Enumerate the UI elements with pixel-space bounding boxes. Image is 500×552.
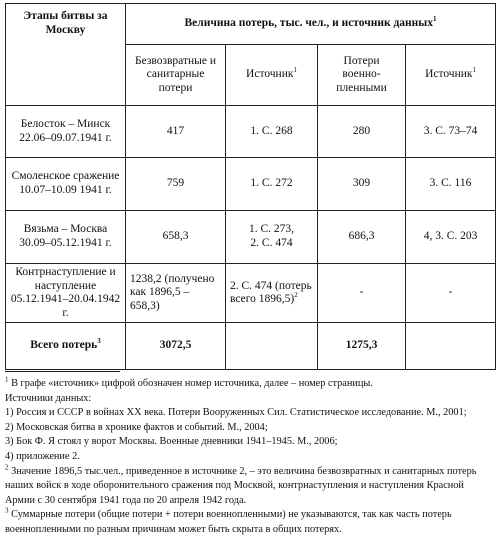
stage-dates: 10.07–10.09 1941 г. — [19, 184, 112, 196]
losses-cell: 658,3 — [126, 211, 226, 264]
stage-cell — [6, 106, 126, 158]
source-line: 2. С. 474 — [250, 237, 293, 249]
stage-name: Вязьма – Москва — [23, 223, 108, 236]
footnote-2 — [5, 465, 495, 509]
pow-cell: - — [318, 264, 406, 323]
source-text: 2. С. 474 (потерь всего 1896,5) — [230, 279, 312, 306]
footnotes — [5, 377, 495, 538]
stage-dates: 22.06–09.07.1941 г. — [19, 131, 112, 144]
source-cell — [226, 211, 318, 264]
source2-cell: 3. С. 73–74 — [406, 106, 496, 158]
pow-cell: 686,3 — [318, 211, 406, 264]
subheader-source — [226, 45, 318, 106]
footnote-text: В графе «источник» цифрой обозначен номер источника, далее – номер страницы. — [11, 378, 373, 389]
sources-title: Источники данных: — [5, 392, 92, 404]
subheader-pow: Потери военно- пленными — [318, 45, 406, 106]
stage-cell — [6, 158, 126, 211]
source2-cell: - — [406, 264, 496, 323]
subheader-source-text: Источник — [246, 68, 294, 81]
stage-cell — [6, 211, 126, 264]
source-item-2: 2) Московская битва в хронике фактов и событий. М., 2004; — [5, 421, 268, 433]
footnote-3 — [5, 508, 495, 537]
source-item-4: 4) приложение 2. — [5, 451, 80, 463]
total-losses-cell: 3072,5 — [126, 323, 226, 370]
source-cell — [226, 264, 318, 323]
subheader-source2-text: Источник — [425, 68, 473, 81]
pow-cell: 280 — [318, 106, 406, 158]
losses-cell: 1238,2 (получено как 1896,5 – 658,3) — [126, 264, 226, 323]
footnote-marker: 1 — [5, 375, 9, 384]
stage-name: Контрнаступление и наступление — [15, 266, 116, 292]
subheader-losses: Безвозвратные и санитарные потери — [126, 45, 226, 106]
losses-table — [5, 3, 496, 370]
pow-cell: 309 — [318, 158, 406, 211]
total-pow-cell: 1275,3 — [318, 323, 406, 370]
header-stage: Этапы битвы за Москву — [6, 4, 126, 106]
table-row — [6, 158, 496, 211]
table-row — [6, 264, 496, 323]
source2-cell: 4, 3. С. 203 — [406, 211, 496, 264]
footnote-ref: 1 — [293, 66, 297, 75]
stage-name: Белосток – Минск — [20, 117, 111, 130]
table-row — [6, 106, 496, 158]
footnote-divider — [5, 371, 120, 372]
source-cell: 1. С. 268 — [226, 106, 318, 158]
stage-name: Смоленское сражение — [11, 170, 120, 183]
source2-cell: 3. С. 116 — [406, 158, 496, 211]
header-losses-group-text: Величина потерь, тыс. чел., и источник данных — [184, 17, 434, 30]
stage-dates: 30.09–05.12.1941 г. — [19, 237, 112, 249]
source-cell: 1. С. 272 — [226, 158, 318, 211]
empty-cell — [226, 323, 318, 370]
total-label: Всего потерь — [30, 339, 98, 352]
footnote-marker: 3 — [5, 507, 9, 516]
table-row — [6, 211, 496, 264]
footnote-ref: 1 — [472, 66, 476, 75]
source-item-3: 3) Бок Ф. Я стоял у ворот Москвы. Военные дневники 1941–1945. М., 2006; — [5, 436, 338, 448]
header-losses-group — [126, 4, 496, 45]
losses-cell: 759 — [126, 158, 226, 211]
footnote-ref: 1 — [433, 15, 437, 24]
source-item-1: 1) Россия и СССР в войнах XX века. Потери Вооруженных Сил. Статистическое исследование. М., 2001; — [5, 407, 467, 419]
footnote-1 — [5, 377, 495, 392]
footnote-text: Суммарные потери (общие потери + потери военнопленными) не указываются, так как часть потерь военнопленными по разным причинам может быть скрыта в общих потерях. — [5, 509, 452, 536]
stage-dates: 05.12.1941–20.04.1942 г. — [10, 293, 121, 319]
total-row — [6, 323, 496, 370]
footnote-ref: 3 — [97, 337, 101, 346]
empty-cell — [406, 323, 496, 370]
footnote-ref: 2 — [294, 291, 298, 300]
stage-cell — [6, 264, 126, 323]
source-line: 1. С. 273, — [248, 223, 295, 236]
losses-cell: 417 — [126, 106, 226, 158]
footnote-marker: 2 — [5, 463, 9, 472]
total-label-cell — [6, 323, 126, 370]
footnote-text: Значение 1896,5 тыс.чел., приведенное в источнике 2, – это величина безвозвратных и санитарных потерь наших войск в ходе оборонительного сражения под Москвой, контрнаступления и наступления Красной Армии с 30 сентября 1941 года по 20 апреля 1942 года. — [5, 465, 477, 506]
subheader-source2 — [406, 45, 496, 106]
